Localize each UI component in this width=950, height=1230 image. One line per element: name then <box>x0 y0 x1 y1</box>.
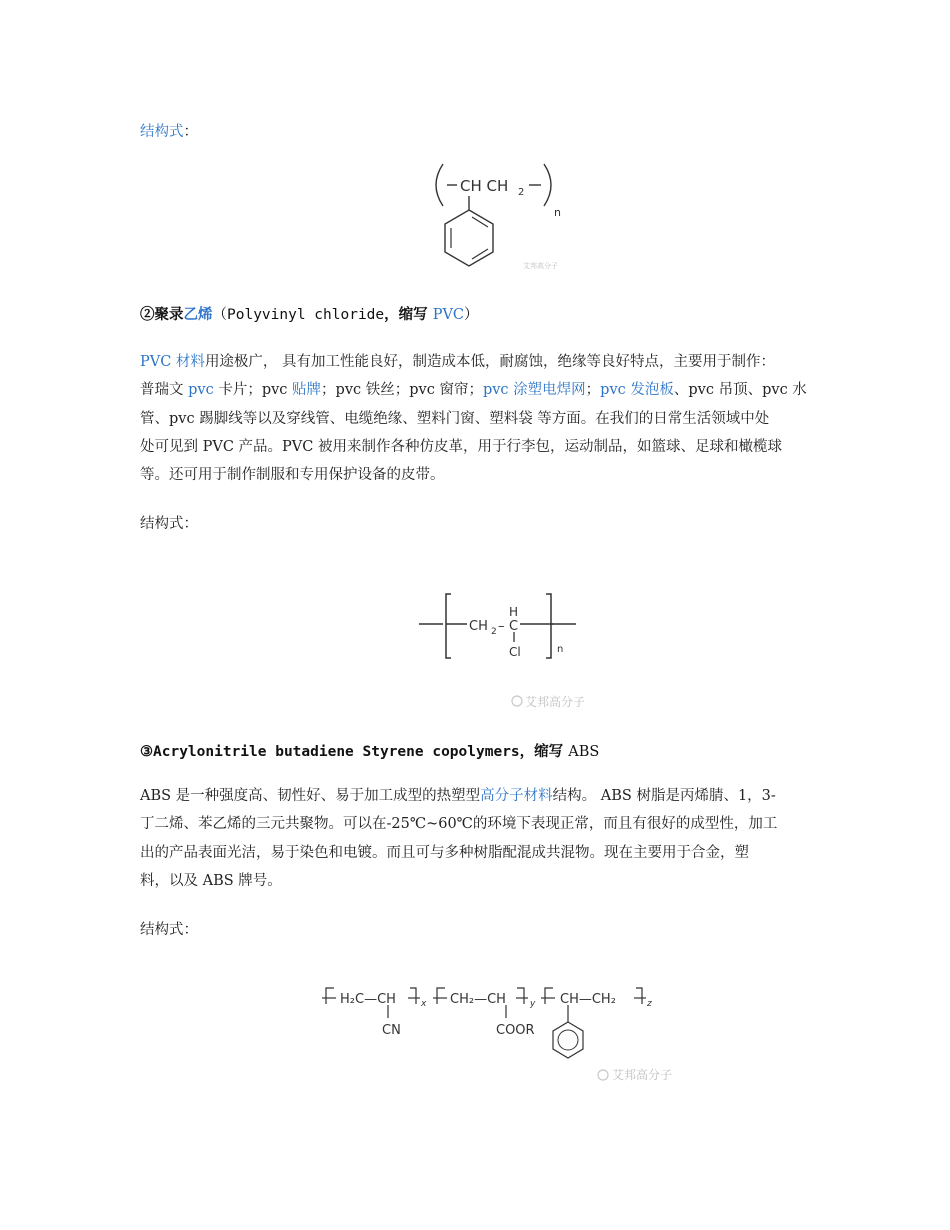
fig1-watermark: 艾邦高分子 <box>523 262 558 270</box>
pvc-material-link[interactable]: PVC 材料 <box>140 354 205 370</box>
abs-line-4: 料，以及 ABS 牌号。 <box>140 872 282 889</box>
abs-line-1-a: ABS 是一种强度高、韧性好、易于加工成型的热塑型 <box>140 788 481 804</box>
structure-label-3: 结构式： <box>140 922 198 938</box>
pvc-english-name: Polyvinyl chloride <box>227 307 385 323</box>
abs-abbr-prefix: ，缩写 <box>519 743 569 760</box>
coated-mesh-link[interactable]: pvc 涂塑电焊网 <box>482 382 586 399</box>
abs-cn: CN <box>382 1023 401 1038</box>
foam-board-link[interactable]: pvc 发泡板 <box>600 382 674 399</box>
structure-colon: ： <box>183 124 198 140</box>
abs-group-2: CH₂—CH <box>450 992 506 1007</box>
abs-line-1-c: 结构。 ABS 树脂是丙烯腈、1，3- <box>552 788 776 804</box>
wechat-icon <box>512 696 522 706</box>
pvc-heading-number: ②聚录 <box>140 306 184 323</box>
pvc-paragraph <box>140 348 845 489</box>
abs-coor: COOR <box>496 1023 535 1038</box>
abs-line-1 <box>140 782 845 810</box>
pvc-line-2-i: 、pvc 吊顶、pvc 水 <box>673 382 807 399</box>
fig3-watermark: 艾邦高分子 <box>612 1068 673 1082</box>
abs-line-3: 出的产品表面光洁，易于染色和电镀。而且可与多种树脂配混成共混物。现在主要用于合金，塑 <box>140 844 749 861</box>
pvc-line-2-a: 普瑞文 <box>140 382 189 399</box>
abs-heading <box>140 740 599 761</box>
polystyrene-structure-figure <box>425 158 575 276</box>
fig2-ch2: CH <box>469 619 488 634</box>
polymer-material-link[interactable]: 高分子材料 <box>480 788 553 804</box>
benzene-ring <box>445 210 493 266</box>
abs-group-3: CH—CH₂ <box>560 992 616 1007</box>
pvc-structure-figure <box>415 588 615 713</box>
pvc-line-5: 等。还可用于制作制服和专用保护设备的皮带。 <box>140 467 445 484</box>
fig2-c: C <box>509 619 519 634</box>
pvc-line-1 <box>140 348 845 376</box>
fig2-n: n <box>557 644 564 655</box>
pvc-link[interactable]: PVC <box>432 307 465 323</box>
pvc-line-1-text: 用途极广， 具有加工性能良好，制造成本低，耐腐蚀，绝缘等良好特点，主要用于制作： <box>204 354 776 370</box>
abs-z: z <box>647 999 652 1009</box>
paren-open: （ <box>212 307 227 323</box>
fig2-sub2: 2 <box>491 627 497 637</box>
paren-close: ） <box>464 307 479 323</box>
fig2-h: H <box>509 605 519 619</box>
abs-line-2: 丁二烯、苯乙烯的三元共聚物。可以在-25℃~60℃的环境下表现正常，而且有很好的成型性，加工 <box>140 816 778 833</box>
abs-abbr: ABS <box>568 744 600 760</box>
fig1-subscript: 2 <box>518 187 525 198</box>
fig2-dash: – <box>498 619 505 634</box>
abs-y: y <box>530 999 536 1009</box>
fig1-n: n <box>554 206 561 219</box>
ethylene-link[interactable]: 乙烯 <box>183 306 213 323</box>
structure-link[interactable]: 结构式 <box>140 124 184 140</box>
label-link[interactable]: 贴牌 <box>292 382 322 399</box>
pvc-line-2 <box>140 376 845 404</box>
fig2-cl: Cl <box>509 645 521 659</box>
structure-label-2: 结构式： <box>140 516 198 532</box>
wechat-icon-2 <box>598 1070 608 1080</box>
fig1-main-text: CH CH <box>460 177 509 195</box>
pvc-line-3: 管、pvc 踢脚线等以及穿线管、电缆绝缘、塑料门窗、塑料袋 等方面。在我们的日常生活领域中处 <box>140 410 770 427</box>
abs-paragraph <box>140 782 845 895</box>
abs-english-name: Acrylonitrile butadiene Styrene copolymers <box>153 744 520 760</box>
structure-label-1[interactable] <box>140 120 198 141</box>
pvc-card-link[interactable]: pvc <box>188 382 214 399</box>
pvc-line-2-c: 卡片；pvc <box>213 382 293 399</box>
abs-structure-figure <box>320 982 700 1092</box>
pvc-heading <box>140 303 479 324</box>
pvc-line-2-g: ； <box>585 382 601 399</box>
fig2-watermark: 艾邦高分子 <box>525 695 586 709</box>
pvc-line-4: 处可见到 PVC 产品。PVC 被用来制作各种仿皮革，用于行李包，运动制品，如篮球、足球和橄榄球 <box>140 438 782 455</box>
pvc-line-2-e: ；pvc 铁丝；pvc 窗帘； <box>321 382 483 399</box>
abs-x: x <box>421 999 427 1009</box>
abs-heading-number: ③ <box>140 743 153 760</box>
abbr-prefix: ，缩写 <box>384 306 433 323</box>
abs-group-1: H₂C—CH <box>340 992 396 1007</box>
